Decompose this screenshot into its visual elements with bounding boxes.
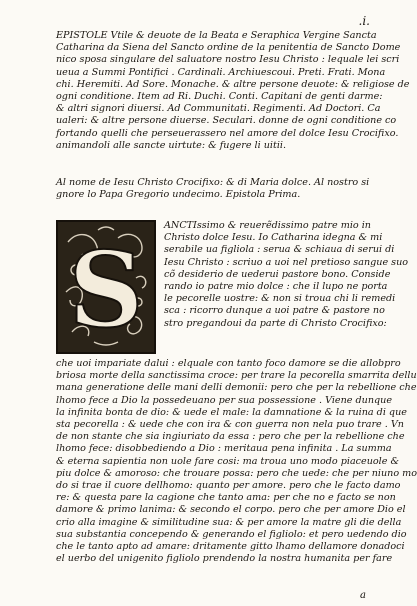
text-line: cõ desiderio de uederui pastore bono. Conside	[164, 268, 391, 280]
text-line: damore & primo lanima: & secondo el corpo. pero che per amore Dio el	[56, 504, 406, 516]
text-line: le pecorelle uostre: & non si troua chi li remedi	[164, 293, 396, 305]
text-line: chi. Heremiti. Ad Sore. Monache. & altre persone deuote: & religiose de	[56, 78, 410, 90]
text-line: EPISTOLE Vtile & deuote de la Beata e Seraphica Vergine Sancta	[56, 30, 377, 41]
text-line: sua substantia concependo & generando el figliolo: et pero uedendo dio	[56, 528, 407, 540]
text-line: serabile ua figliola : serua & schiaua di serui di	[164, 244, 395, 256]
text-line: la infinita bonta de dio: & uede el male: la damnatione & la ruina di que	[56, 406, 407, 418]
text-line: crio alla imagine & similitudine sua: & per amore la matre gli die della	[56, 516, 402, 528]
text-line: gnore lo Papa Gregorio undecimo. Epistola Prima.	[56, 189, 301, 201]
text-line: briosa morte della sanctissima croce: per trare la pecorella smarrita dellu	[56, 370, 417, 382]
text-line: lhomo fece a Dio la possedeuano per sua possessione . Viene dunque	[56, 394, 393, 406]
salutation	[56, 177, 370, 201]
text-line: re: & questa pare la cagione che tanto ama: per che no e facto se non	[56, 492, 396, 504]
text-line: fortando quelli che perseuerassero nel amore del dolce Iesu Crocifixo.	[56, 127, 399, 139]
text-line: & altri signori diuersi. Ad Communitati. Regimenti. Ad Doctori. Ca	[56, 103, 381, 115]
text-line: Christo dolce Iesu. Io Catharina idegna & mi	[164, 232, 383, 244]
body-text	[56, 358, 417, 565]
initial-letter: S	[68, 228, 144, 351]
text-line: ueua a Summi Pontifici . Cardinali. Archiuescoui. Preti. Frati. Mona	[56, 66, 386, 78]
title-paragraph	[56, 30, 410, 152]
text-line: rando io patre mio dolce : che il lupo ne porta	[164, 281, 388, 293]
text-line: ANCTIssimo & reuerẽdissimo patre mio in	[164, 220, 371, 231]
text-line: de non stante che sia ingiuriato da essa : pero che per la rebellione che	[56, 431, 405, 443]
text-line: Iesu Christo : scriuo a uoi nel pretioso sangue suo	[164, 256, 409, 268]
text-line: nico sposa singulare del saluatore nostro Iesu Christo : lequale lei scri	[56, 54, 400, 66]
text-line: el uerbo del unigenito figliolo prendendo la nostra humanita per fare	[56, 553, 393, 565]
decorated-initial-image	[58, 222, 154, 352]
text-line: piu dolce & amoroso: che trouare possa: pero che uede: che per niuno mo	[56, 467, 417, 479]
opening-text	[164, 220, 409, 330]
text-line: ualeri: & altre persone diuerse. Seculari. donne de ogni conditione co	[56, 115, 397, 127]
text-line: che uoi impariate dalui : elquale con tanto foco damore se die allobpro	[56, 358, 401, 369]
text-line: mana generatione delle mani delli demonii: pero che per la rebellione che	[56, 382, 417, 394]
text-line: ogni conditione. Item ad Ri. Duchi. Conti. Capitani de genti darme:	[56, 91, 383, 103]
text-line: che le tanto apto ad amare: dritamente gitto lhamo dellamore donadoci	[56, 541, 405, 553]
decorated-initial	[56, 220, 156, 354]
text-line: & eterna sapientia non uole fare cosi: ma troua uno modo piaceuole &	[56, 455, 399, 467]
text-line: animandoli alle sancte uirtute: & fugere li uitii.	[56, 139, 287, 151]
folio-number: .i.	[358, 14, 370, 28]
catchword: a	[360, 590, 366, 601]
text-line: stro pregandoui da parte di Christo Crocifixo:	[164, 317, 387, 329]
text-line: sca : ricorro dunque a uoi patre & pastore no	[164, 305, 385, 317]
text-line: sta pecorella : & uede che con ira & con guerra non nela puo trare . Vn	[56, 419, 404, 431]
text-line: Al nome de Iesu Christo Crocifixo: & di Maria dolce. Al nostro si	[56, 177, 370, 188]
text-line: do si trae il cuore dellhomo: quanto per amore. pero che le facto damo	[56, 480, 401, 492]
text-line: lhomo fece: disobbediendo a Dio : meritaua pena infinita . La summa	[56, 443, 392, 455]
text-line: Catharina da Siena del Sancto ordine de la penitentia de Sancto Dome	[56, 42, 401, 54]
letter-opening	[56, 220, 409, 356]
